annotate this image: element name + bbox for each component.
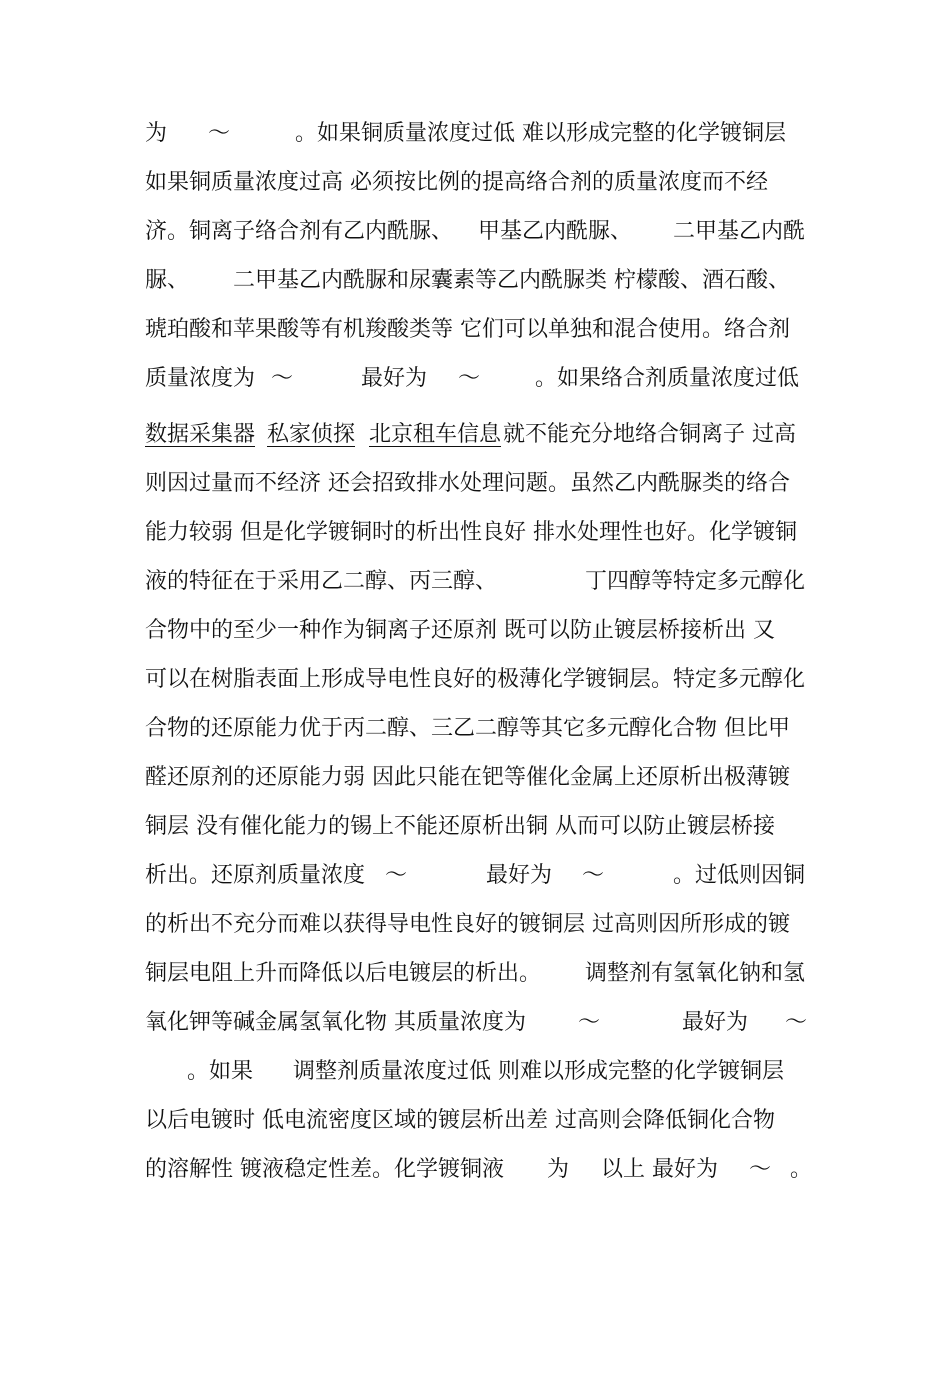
text-segment: 以上 最好为 — [601, 1157, 718, 1182]
text-line — [145, 908, 810, 942]
text-segment: 氧化钾等碱金属氢氧化物 其质量浓度为 — [145, 1010, 526, 1035]
text-segment: 二甲基乙内酰脲和尿囊素等乙内酰脲类 柠檬酸、酒石酸、 — [233, 268, 790, 293]
text-segment: 的溶解性 镀液稳定性差。化学镀铜液 — [145, 1157, 504, 1182]
text-line — [145, 614, 810, 648]
text-segment: 的析出不充分而难以获得导电性良好的镀铜层 过高则因所形成的镀 — [145, 912, 790, 937]
text-segment: 调整剂有氢氧化钠和氢 — [585, 961, 806, 986]
text-segment: 可以在树脂表面上形成导电性良好的极薄化学镀铜层。特定多元醇化 — [145, 667, 806, 692]
text-segment: 。 — [790, 1157, 813, 1182]
text-segment: ～ — [208, 121, 231, 146]
text-segment: ～ — [578, 1010, 601, 1035]
text-line — [145, 362, 810, 396]
text-line — [145, 117, 810, 151]
text-segment: 如果铜质量浓度过高 必须按比例的提高络合剂的质量浓度而不经 — [145, 170, 768, 195]
text-segment: 为 — [547, 1157, 570, 1182]
text-line — [145, 166, 810, 200]
text-line — [145, 859, 810, 893]
text-segment: 合物的还原能力优于丙二醇、三乙二醇等其它多元醇化合物 但比甲 — [145, 716, 790, 741]
text-segment: 析出。还原剂质量浓度 — [145, 863, 366, 888]
text-segment: 则因过量而不经济 还会招致排水处理问题。虽然乙内酰脲类的络合 — [145, 471, 790, 496]
text-line — [145, 264, 810, 298]
text-segment: 铜层电阻上升而降低以后电镀层的析出。 — [145, 961, 542, 986]
text-line — [145, 810, 810, 844]
text-segment: 甲基乙内酰脲、 — [478, 219, 633, 244]
text-segment: 铜层 没有催化能力的锡上不能还原析出铜 从而可以防止镀层桥接 — [145, 814, 775, 839]
text-segment: 最好为 — [682, 1010, 749, 1035]
text-segment: 。如果 — [187, 1059, 254, 1084]
text-line — [145, 215, 810, 249]
text-segment: 能力较弱 但是化学镀铜时的析出性良好 排水处理性也好。化学镀铜 — [145, 520, 797, 545]
text-segment: ～ — [458, 366, 481, 391]
text-segment: 为 — [145, 121, 168, 146]
text-segment: 醛还原剂的还原能力弱 因此只能在钯等催化金属上还原析出极薄镀 — [145, 765, 790, 790]
text-line — [145, 1153, 813, 1187]
text-segment: ～ — [385, 863, 408, 888]
text-segment: 济。铜离子络合剂有乙内酰脲、 — [145, 219, 454, 244]
text-segment: 琥珀酸和苹果酸等有机羧酸类等 它们可以单独和混合使用。络合剂 — [145, 317, 790, 342]
text-segment: 。如果络合剂质量浓度过低 — [535, 366, 800, 391]
text-line — [145, 1055, 810, 1089]
text-segment: 以后电镀时 低电流密度区域的镀层析出差 过高则会降低铜化合物 — [145, 1108, 775, 1133]
text-line — [145, 761, 810, 795]
text-segment: 最好为 — [361, 366, 428, 391]
text-segment: ～ — [785, 1010, 808, 1035]
link-private-detective[interactable]: 私家侦探 — [267, 422, 356, 447]
text-segment: 脲、 — [145, 268, 190, 293]
text-segment: 。如果铜质量浓度过低 难以形成完整的化学镀铜层 — [295, 121, 786, 146]
text-segment: 液的特征在于采用乙二醇、丙三醇、 — [145, 569, 498, 594]
text-segment: ～ — [749, 1157, 772, 1182]
text-segment: ～ — [271, 366, 294, 391]
text-line — [145, 467, 810, 501]
text-line — [145, 516, 810, 550]
text-segment: 就不能充分地络合铜离子 过高 — [503, 422, 796, 447]
text-segment: 二甲基乙内酰 — [673, 219, 806, 244]
text-line — [145, 1104, 810, 1138]
text-line — [145, 565, 810, 599]
text-segment: 丁四醇等特定多元醇化 — [585, 569, 806, 594]
text-line — [145, 712, 810, 746]
text-segment: 合物中的至少一种作为铜离子还原剂 既可以防止镀层桥接析出 又 — [145, 618, 775, 643]
text-segment: ～ — [582, 863, 605, 888]
text-line — [145, 957, 810, 991]
text-line — [145, 313, 810, 347]
text-segment: 。过低则因铜 — [673, 863, 806, 888]
link-beijing-car-rental[interactable]: 北京租车信息 — [369, 422, 502, 447]
text-line — [145, 663, 810, 697]
text-segment: 调整剂质量浓度过低 则难以形成完整的化学镀铜层 — [293, 1059, 784, 1084]
text-line — [145, 418, 810, 452]
text-line — [145, 1006, 810, 1040]
text-segment: 质量浓度为 — [145, 366, 256, 391]
link-data-collector[interactable]: 数据采集器 — [145, 422, 256, 447]
text-segment: 最好为 — [486, 863, 553, 888]
